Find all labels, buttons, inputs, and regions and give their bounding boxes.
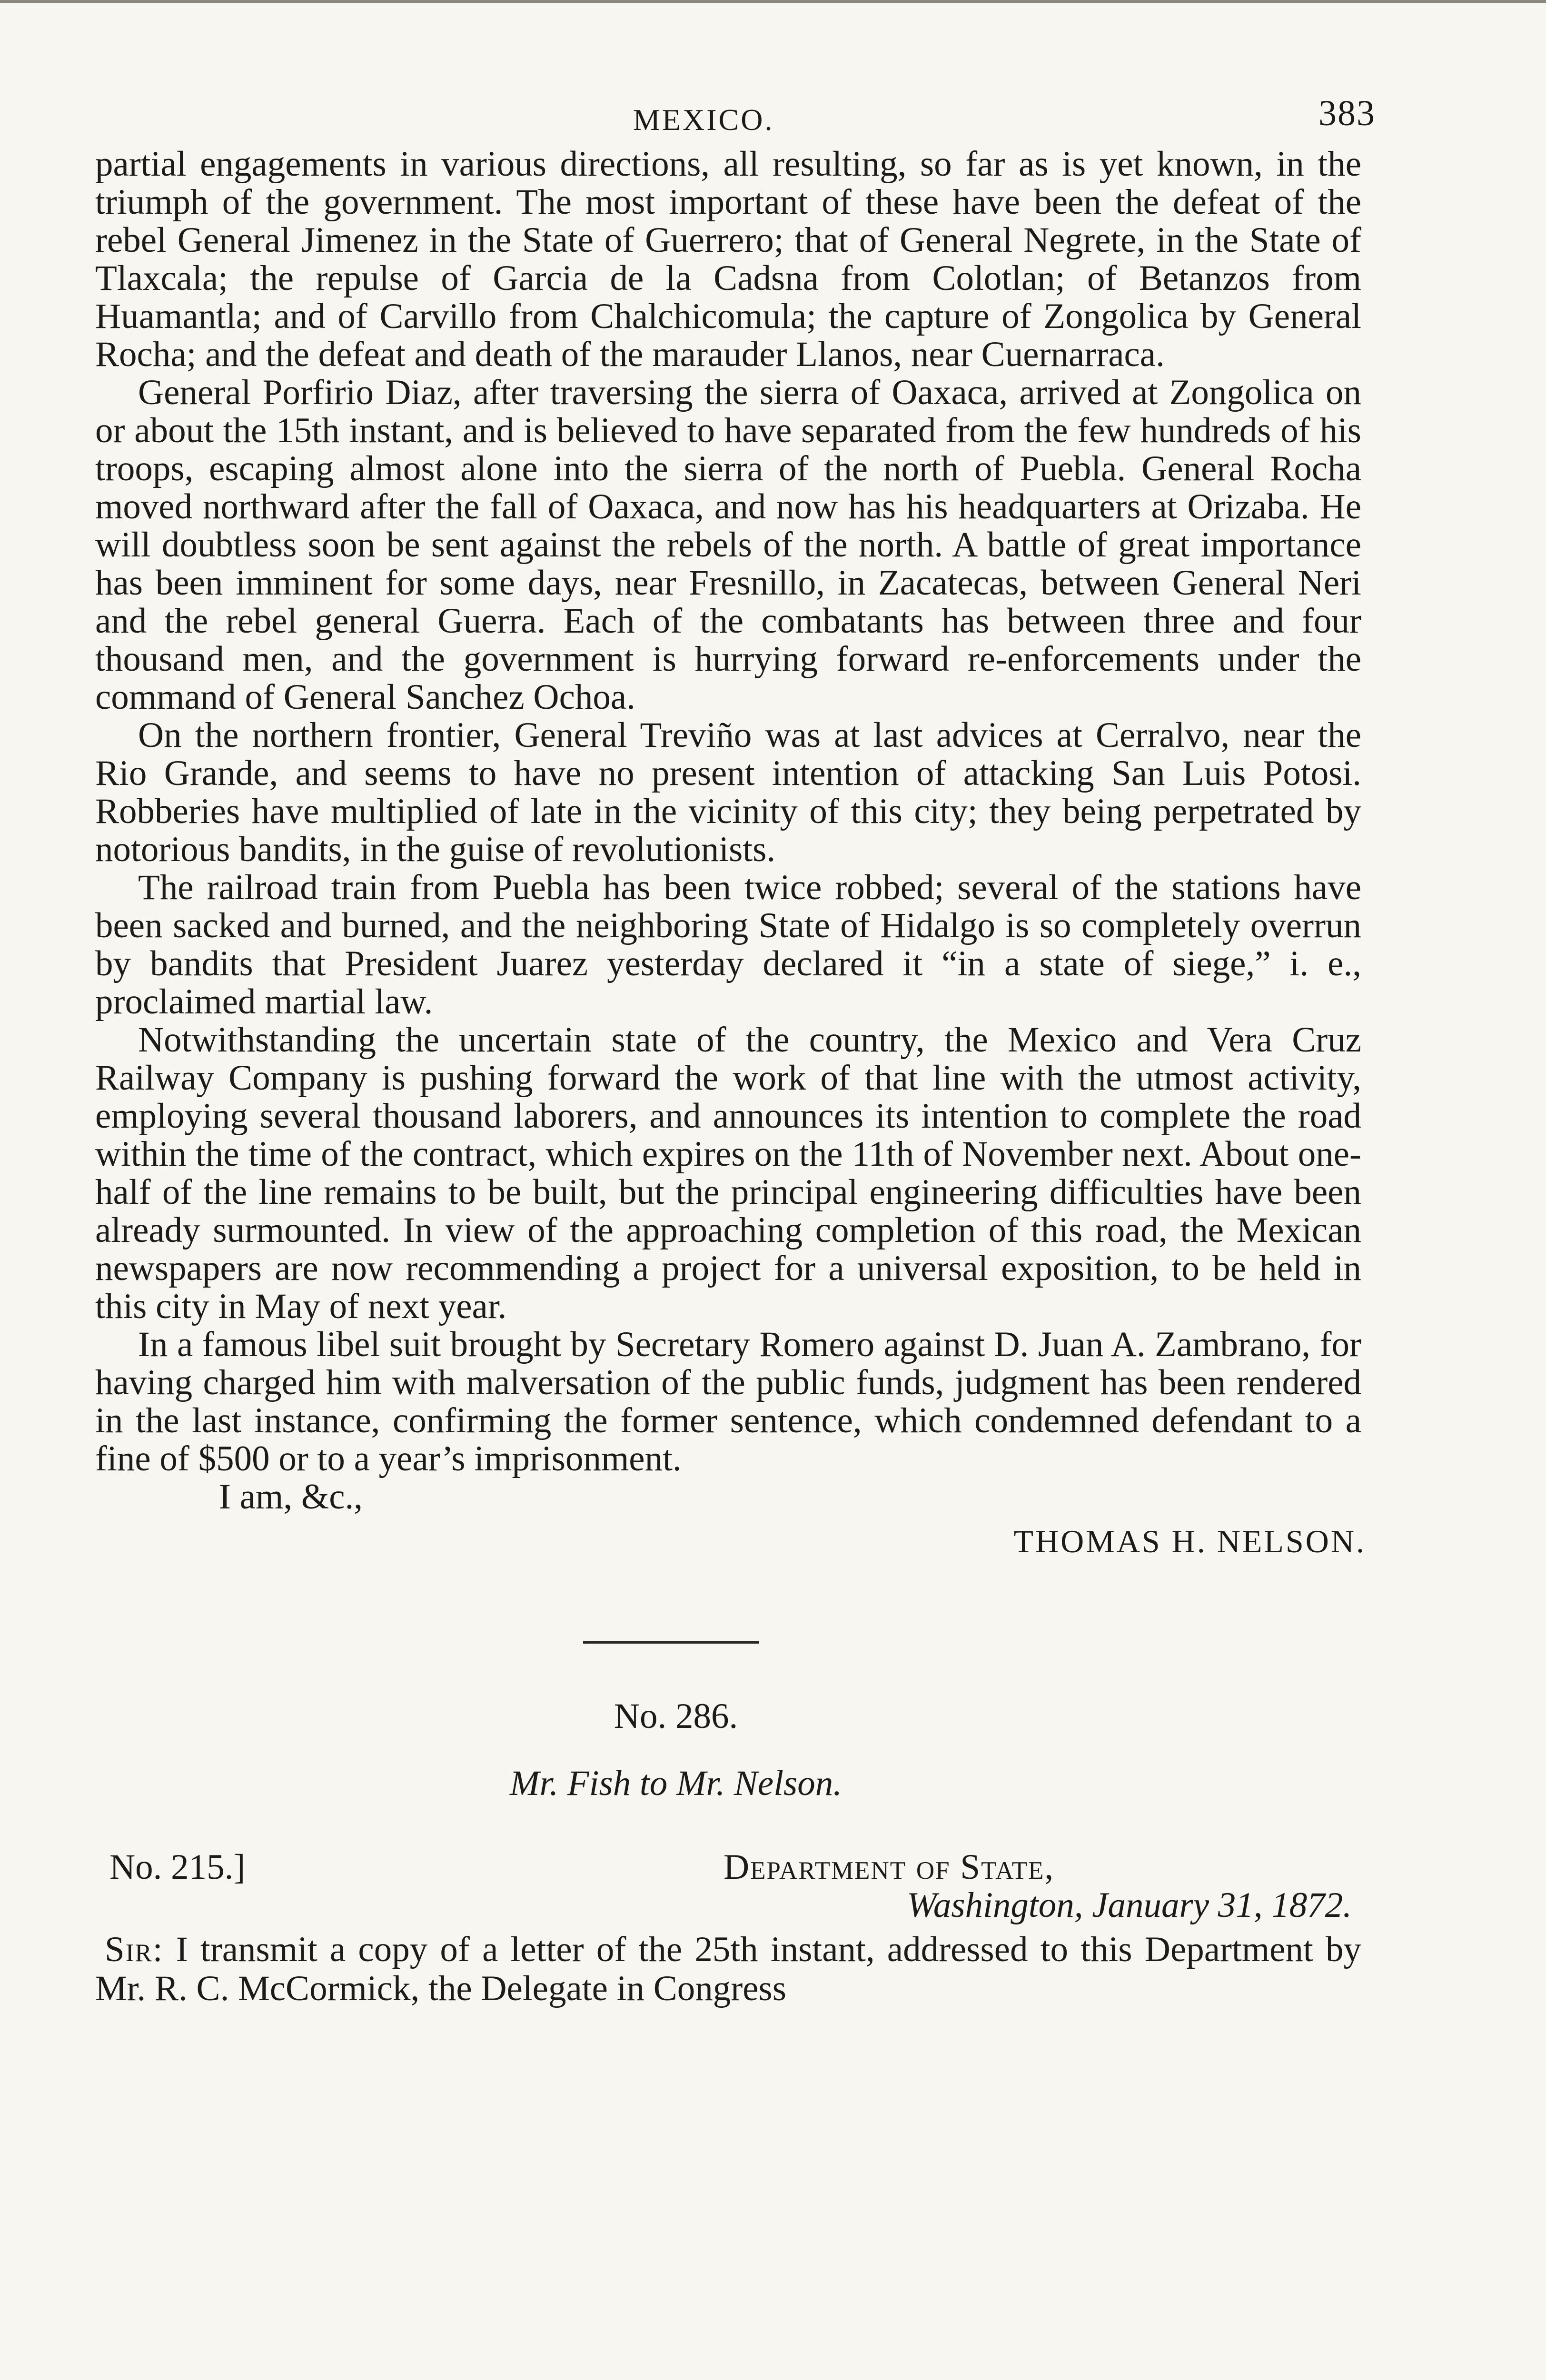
letter-opening xyxy=(95,1930,1361,2008)
running-head-title: MEXICO. xyxy=(633,103,774,137)
paragraph-railroad-robbery: The railroad train from Puebla has been twice robbed; several of the stations have been sacked and burned, and the neighboring State of Hidalgo is so completely overrun by bandits that President Juarez yesterday declared it “in a state of siege,” i. e., proclaimed martial law. xyxy=(95,868,1361,1021)
paragraph-porfirio-diaz: General Porfirio Diaz, after traversing the sierra of Oaxaca, arrived at Zongolica on or about the 15th instant, and is believed to have separated from the few hundreds of his troops, escaping almost alone into the sierra of the north of Puebla. General Rocha moved northward after the fall of Oaxaca, and now has his headquarters at Orizaba. He will doubtless soon be sent against the rebels of the north. A battle of great importance has been imminent for some days, near Fresnillo, in Zacatecas, between General Neri and the rebel general Guerra. Each of the combatants has between three and four thousand men, and the government is hurrying forward re-enforcements under the command of General Sanchez Ochoa. xyxy=(95,373,1361,717)
document-heading: Mr. Fish to Mr. Nelson. xyxy=(510,1764,842,1803)
page-number: 383 xyxy=(1318,93,1376,133)
document-page xyxy=(95,93,1376,2008)
letter-closing: I am, &c., xyxy=(219,1477,363,1517)
reference-number: No. 215.] xyxy=(109,1847,246,1887)
section-divider xyxy=(583,1641,759,1644)
place: Washington, xyxy=(907,1885,1083,1925)
date-month: January 31, 1872. xyxy=(1092,1885,1352,1925)
department-name: Department of State, xyxy=(723,1847,1055,1887)
opening-text: I transmit a copy of a letter of the 25th instant, addressed to this Department by Mr. R. C. McCormick, the Delegate in Congress xyxy=(95,1930,1361,2008)
paragraph-engagements: partial engagements in various directions, all resulting, so far as is yet known, in the triumph of the government. The most important of these have been the defeat of the rebel General Jimenez in the State of Guerrero; that of General Negrete, in the State of Tlaxcala; the repulse of Garcia de la Cadsna from Colotlan; of Betanzos from Huamantla; and of Carvillo from Chalchicomula; the capture of Zongolica by General Rocha; and the defeat and death of the marauder Llanos, near Cuernarraca. xyxy=(95,144,1361,374)
running-head xyxy=(95,93,1376,140)
page-top-edge xyxy=(0,0,1546,3)
paragraph-libel-suit: In a famous libel suit brought by Secretary Romero against D. Juan A. Zambrano, for having charged him with malversation of the public funds, judgment has been rendered in the last instance, confirming the former sentence, which condemned defendant to a fine of $500 or to a year’s imprisonment. xyxy=(95,1325,1361,1478)
document-number: No. 286. xyxy=(614,1696,738,1736)
letter-body xyxy=(95,145,1361,1478)
salutation: Sir: xyxy=(105,1930,164,1969)
paragraph-northern-frontier: On the northern frontier, General Treviño was at last advices at Cerralvo, near the Rio Grande, and seems to have no present intention of attacking San Luis Potosi. Robberies have multiplied of late in the vicinity of this city; they being perpetrated by notorious bandits, in the guise of revolutionists. xyxy=(95,715,1361,869)
dateline xyxy=(95,1847,1361,1933)
signature: THOMAS H. NELSON. xyxy=(1013,1523,1366,1559)
place-and-date xyxy=(907,1885,1352,1926)
paragraph-railway-company: Notwithstanding the uncertain state of the country, the Mexico and Vera Cruz Railway Company is pushing forward the work of that line with the utmost activity, employing several thousand laborers, and announces its intention to complete the road within the time of the contract, which expires on the 11th of November next. About one-half of the line remains to be built, but the principal engineering difficulties have been already surmounted. In view of the approaching completion of this road, the Mexican newspapers are now recommending a project for a universal exposition, to be held in this city in May of next year. xyxy=(95,1020,1361,1326)
